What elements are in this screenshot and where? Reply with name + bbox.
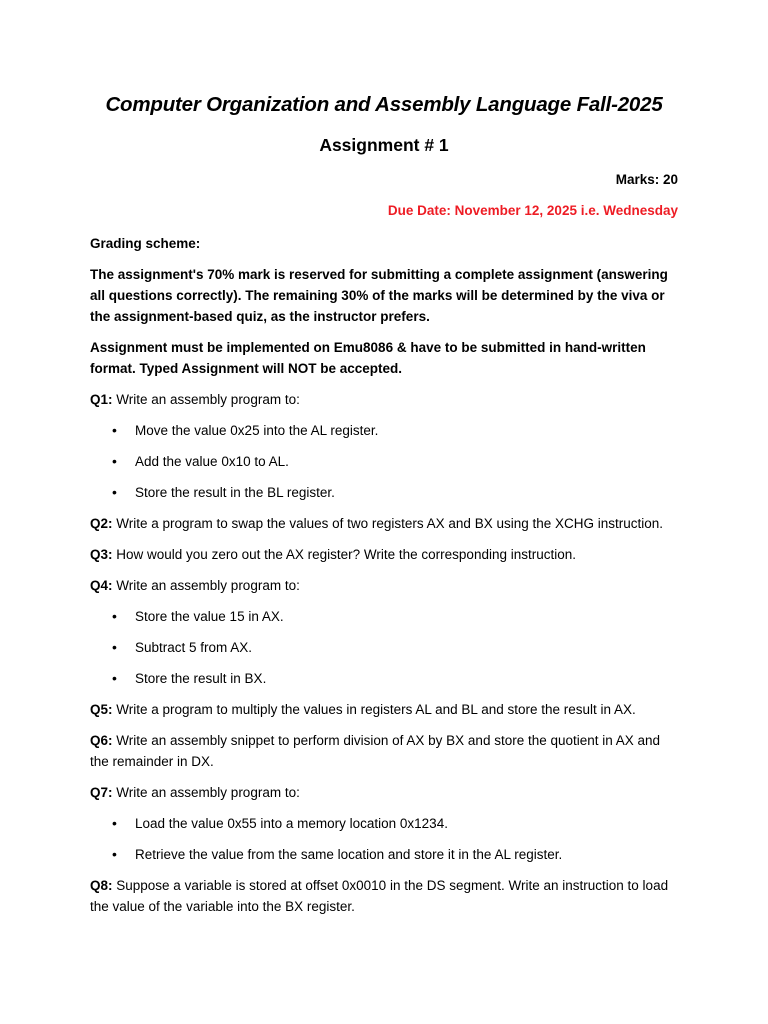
submission-note: Assignment must be implemented on Emu8086 & have to be submitted in hand-written format. Typed Assignment will NOT be accepted. xyxy=(90,340,646,376)
course-title: Computer Organization and Assembly Language Fall-2025 xyxy=(105,93,663,116)
list-item: • Retrieve the value from the same location and store it in the AL register. xyxy=(90,844,678,865)
question-text: Write a program to swap the values of two registers AX and BX using the XCHG instruction. xyxy=(112,516,664,531)
question-text: Write an assembly program to: xyxy=(112,392,300,407)
question-label: Q5: xyxy=(90,702,113,717)
question-3 xyxy=(90,544,678,565)
list-item: • Move the value 0x25 into the AL register. xyxy=(90,420,678,441)
question-label: Q3: xyxy=(90,547,113,562)
question-text: Write a program to multiply the values in registers AL and BL and store the result in AX. xyxy=(112,702,636,717)
question-7-bullets xyxy=(90,813,678,865)
question-2 xyxy=(90,513,678,534)
question-text: Write an assembly snippet to perform division of AX by BX and store the quotient in AX and the remainder in DX. xyxy=(90,733,661,769)
grading-paragraph: The assignment's 70% mark is reserved for submitting a complete assignment (answering all questions correctly). The remaining 30% of the marks will be determined by the viva or the assignment-based quiz, as the instructor prefers. xyxy=(90,267,668,324)
list-item: • Subtract 5 from AX. xyxy=(90,637,678,658)
list-item: • Store the result in the BL register. xyxy=(90,482,678,503)
question-text: Suppose a variable is stored at offset 0x0010 in the DS segment. Write an instruction to load the value of the variable into the BX register. xyxy=(90,878,669,914)
question-4 xyxy=(90,575,678,596)
list-item: • Store the result in BX. xyxy=(90,668,678,689)
question-1-bullets xyxy=(90,420,678,503)
question-8 xyxy=(90,875,678,917)
question-text: How would you zero out the AX register? Write the corresponding instruction. xyxy=(112,547,577,562)
question-text: Write an assembly program to: xyxy=(112,578,300,593)
grading-heading: Grading scheme: xyxy=(90,236,201,251)
question-label: Q7: xyxy=(90,785,113,800)
question-text: Write an assembly program to: xyxy=(112,785,300,800)
due-date: Due Date: November 12, 2025 i.e. Wednesday xyxy=(387,203,678,218)
question-6 xyxy=(90,730,678,772)
question-7 xyxy=(90,782,678,803)
document-body xyxy=(90,233,678,927)
question-label: Q6: xyxy=(90,733,113,748)
list-item: • Add the value 0x10 to AL. xyxy=(90,451,678,472)
question-1 xyxy=(90,389,678,410)
question-list xyxy=(90,389,678,917)
question-4-bullets xyxy=(90,606,678,689)
list-item: • Load the value 0x55 into a memory location 0x1234. xyxy=(90,813,678,834)
question-label: Q4: xyxy=(90,578,113,593)
question-label: Q1: xyxy=(90,392,113,407)
marks-label: Marks: 20 xyxy=(615,172,678,187)
question-5 xyxy=(90,699,678,720)
assignment-title: Assignment # 1 xyxy=(319,135,449,155)
list-item: • Store the value 15 in AX. xyxy=(90,606,678,627)
question-label: Q2: xyxy=(90,516,113,531)
question-label: Q8: xyxy=(90,878,113,893)
